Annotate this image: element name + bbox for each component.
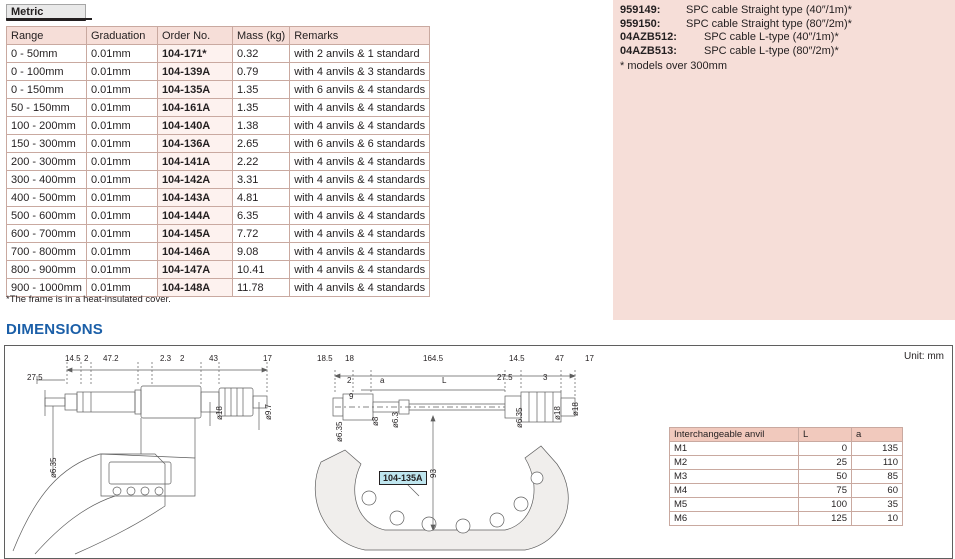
cell-range: 400 - 500mm (7, 189, 87, 207)
dim-label: 27.5 (27, 373, 43, 382)
cell-graduation: 0.01mm (86, 189, 157, 207)
cell-remarks: with 4 anvils & 4 standards (290, 243, 430, 261)
dim-label: 14.5 (509, 354, 525, 363)
cell-order-no: 104-146A (157, 243, 232, 261)
cell-anvil: M4 (670, 484, 799, 498)
dim-label: 9 (349, 392, 354, 401)
cell-a: 10 (852, 512, 903, 526)
cell-l: 0 (799, 442, 852, 456)
cell-graduation: 0.01mm (86, 81, 157, 99)
cell-order-no: 104-142A (157, 171, 232, 189)
dim-label: ø8 (371, 416, 380, 426)
column-header-order-no: Order No. (157, 27, 232, 45)
table-header-row (670, 428, 903, 442)
cell-remarks: with 4 anvils & 4 standards (290, 99, 430, 117)
cell-order-no: 104-145A (157, 225, 232, 243)
column-header-anvil: Interchangeable anvil (670, 428, 799, 442)
dim-label: 43 (209, 354, 218, 363)
cell-range: 200 - 300mm (7, 153, 87, 171)
cell-remarks: with 4 anvils & 3 standards (290, 63, 430, 81)
cell-remarks: with 4 anvils & 4 standards (290, 279, 430, 297)
accessory-code: 04AZB513: (620, 44, 677, 57)
cell-range: 150 - 300mm (7, 135, 87, 153)
cell-mass: 0.79 (232, 63, 289, 81)
page-title: DIMENSIONS (6, 321, 104, 338)
table-row (670, 470, 903, 484)
accessory-code: 959149: (620, 4, 661, 16)
accessory-desc: SPC cable Straight type (80″/2m)* (686, 17, 852, 30)
accessory-code: 04AZB512: (620, 31, 677, 44)
cell-graduation: 0.01mm (86, 225, 157, 243)
cell-range: 700 - 800mm (7, 243, 87, 261)
dim-label: 2 (180, 354, 185, 363)
dim-label: ø6.35 (515, 407, 524, 428)
cell-remarks: with 4 anvils & 4 standards (290, 207, 430, 225)
cell-order-no: 104-147A (157, 261, 232, 279)
cell-range: 0 - 150mm (7, 81, 87, 99)
dim-label: 14.5 (65, 354, 81, 363)
table-row (7, 135, 430, 153)
cell-l: 75 (799, 484, 852, 498)
cell-order-no: 104-148A (157, 279, 232, 297)
table-row (7, 225, 430, 243)
column-header-remarks: Remarks (290, 27, 430, 45)
cell-range: 500 - 600mm (7, 207, 87, 225)
dim-label: 2 (347, 376, 352, 385)
table-row (7, 81, 430, 99)
cell-mass: 1.38 (232, 117, 289, 135)
cell-mass: 10.41 (232, 261, 289, 279)
column-header-range: Range (7, 27, 87, 45)
metric-tab-label: Metric (11, 6, 44, 18)
dim-label: ø6.35 (335, 421, 344, 442)
table-row (670, 484, 903, 498)
column-header-mass: Mass (kg) (232, 27, 289, 45)
dim-label: 2 (84, 354, 89, 363)
cell-mass: 11.78 (232, 279, 289, 297)
cell-a: 60 (852, 484, 903, 498)
accessory-desc: SPC cable L-type (80″/2m)* (704, 44, 839, 57)
cell-l: 125 (799, 512, 852, 526)
cell-range: 600 - 700mm (7, 225, 87, 243)
accessories-list (620, 4, 950, 74)
table-row (670, 442, 903, 456)
dim-label: 27.5 (497, 373, 513, 382)
cell-anvil: M6 (670, 512, 799, 526)
cell-order-no: 104-144A (157, 207, 232, 225)
interchangeable-anvil-table (669, 427, 903, 526)
cell-l: 50 (799, 470, 852, 484)
cell-mass: 4.81 (232, 189, 289, 207)
cell-graduation: 0.01mm (86, 243, 157, 261)
dim-label: 18.5 (317, 354, 333, 363)
cell-order-no: 104-140A (157, 117, 232, 135)
cell-range: 0 - 50mm (7, 45, 87, 63)
accessory-desc: SPC cable Straight type (40″/1m)* (686, 4, 852, 16)
cell-remarks: with 4 anvils & 4 standards (290, 225, 430, 243)
cell-remarks: with 4 anvils & 4 standards (290, 171, 430, 189)
dim-label: 2.3 (160, 354, 172, 363)
cell-order-no: 104-143A (157, 189, 232, 207)
cell-mass: 1.35 (232, 81, 289, 99)
table-row (7, 153, 430, 171)
dim-label: 93 (429, 469, 438, 478)
cell-remarks: with 2 anvils & 1 standard (290, 45, 430, 63)
dim-label: ø9.7 (264, 403, 273, 420)
table-row (7, 117, 430, 135)
cell-anvil: M3 (670, 470, 799, 484)
cell-order-no: 104-161A (157, 99, 232, 117)
dim-label: 18 (345, 354, 354, 363)
dim-label: ø18 (553, 406, 562, 420)
model-callout: 104-135A (379, 471, 427, 485)
dim-label: ø6.35 (49, 457, 58, 478)
cell-mass: 2.65 (232, 135, 289, 153)
table-footnote: *The frame is in a heat-insulated cover. (6, 294, 171, 305)
cell-order-no: 104-139A (157, 63, 232, 81)
accessories-footnote: * models over 300mm (620, 60, 727, 73)
dim-label: ø6.3 (391, 411, 400, 428)
dim-label: 17 (585, 354, 594, 363)
cell-mass: 9.08 (232, 243, 289, 261)
dim-label: a (380, 376, 385, 385)
cell-anvil: M2 (670, 456, 799, 470)
cell-order-no: 104-136A (157, 135, 232, 153)
cell-anvil: M1 (670, 442, 799, 456)
cell-graduation: 0.01mm (86, 63, 157, 81)
list-item (620, 45, 950, 59)
cell-graduation: 0.01mm (86, 135, 157, 153)
cell-mass: 2.22 (232, 153, 289, 171)
accessory-code: 959150: (620, 17, 661, 30)
cell-graduation: 0.01mm (86, 117, 157, 135)
cell-a: 135 (852, 442, 903, 456)
cell-remarks: with 6 anvils & 4 standards (290, 81, 430, 99)
dimensions-drawing (4, 345, 953, 559)
cell-range: 800 - 900mm (7, 261, 87, 279)
dim-label: ø18 (215, 406, 224, 420)
table-row (670, 456, 903, 470)
cell-range: 100 - 200mm (7, 117, 87, 135)
cell-order-no: 104-171* (157, 45, 232, 63)
cell-graduation: 0.01mm (86, 99, 157, 117)
cell-graduation: 0.01mm (86, 261, 157, 279)
dim-label: 164.5 (423, 354, 444, 363)
table-row (7, 171, 430, 189)
column-header-graduation: Graduation (86, 27, 157, 45)
table-row (670, 512, 903, 526)
cell-range: 900 - 1000mm (7, 279, 87, 297)
cell-l: 100 (799, 498, 852, 512)
cell-graduation: 0.01mm (86, 45, 157, 63)
cell-graduation: 0.01mm (86, 171, 157, 189)
cell-graduation: 0.01mm (86, 153, 157, 171)
list-item (620, 4, 950, 18)
table-row (670, 498, 903, 512)
cell-remarks: with 4 anvils & 4 standards (290, 117, 430, 135)
dim-label: ø18 (571, 402, 580, 416)
cell-mass: 1.35 (232, 99, 289, 117)
table-row (7, 207, 430, 225)
specification-table (6, 26, 430, 297)
cell-a: 85 (852, 470, 903, 484)
dim-label: 47 (555, 354, 564, 363)
table-header-row (7, 27, 430, 45)
table-row (7, 99, 430, 117)
cell-mass: 3.31 (232, 171, 289, 189)
table-row (7, 63, 430, 81)
cell-mass: 7.72 (232, 225, 289, 243)
cell-range: 50 - 150mm (7, 99, 87, 117)
cell-range: 0 - 100mm (7, 63, 87, 81)
column-header-a: a (852, 428, 903, 442)
dim-label: L (442, 376, 447, 385)
cell-mass: 0.32 (232, 45, 289, 63)
table-row (7, 261, 430, 279)
cell-remarks: with 4 anvils & 4 standards (290, 261, 430, 279)
table-row (7, 189, 430, 207)
dim-label: 47.2 (103, 354, 119, 363)
cell-a: 35 (852, 498, 903, 512)
table-row (7, 45, 430, 63)
accessory-desc: SPC cable L-type (40″/1m)* (704, 31, 839, 44)
cell-l: 25 (799, 456, 852, 470)
cell-remarks: with 4 anvils & 4 standards (290, 153, 430, 171)
cell-order-no: 104-141A (157, 153, 232, 171)
cell-order-no: 104-135A (157, 81, 232, 99)
cell-mass: 6.35 (232, 207, 289, 225)
column-header-l: L (799, 428, 852, 442)
cell-a: 110 (852, 456, 903, 470)
cell-remarks: with 4 anvils & 4 standards (290, 189, 430, 207)
unit-label: Unit: mm (904, 351, 944, 362)
cell-remarks: with 6 anvils & 6 standards (290, 135, 430, 153)
metric-underline (6, 18, 92, 20)
cell-anvil: M5 (670, 498, 799, 512)
list-item (620, 31, 950, 45)
dim-label: 17 (263, 354, 272, 363)
list-item (620, 18, 950, 32)
table-row (7, 243, 430, 261)
cell-graduation: 0.01mm (86, 207, 157, 225)
dim-label: 3 (543, 373, 548, 382)
cell-graduation: 0.01mm (86, 279, 157, 297)
cell-range: 300 - 400mm (7, 171, 87, 189)
